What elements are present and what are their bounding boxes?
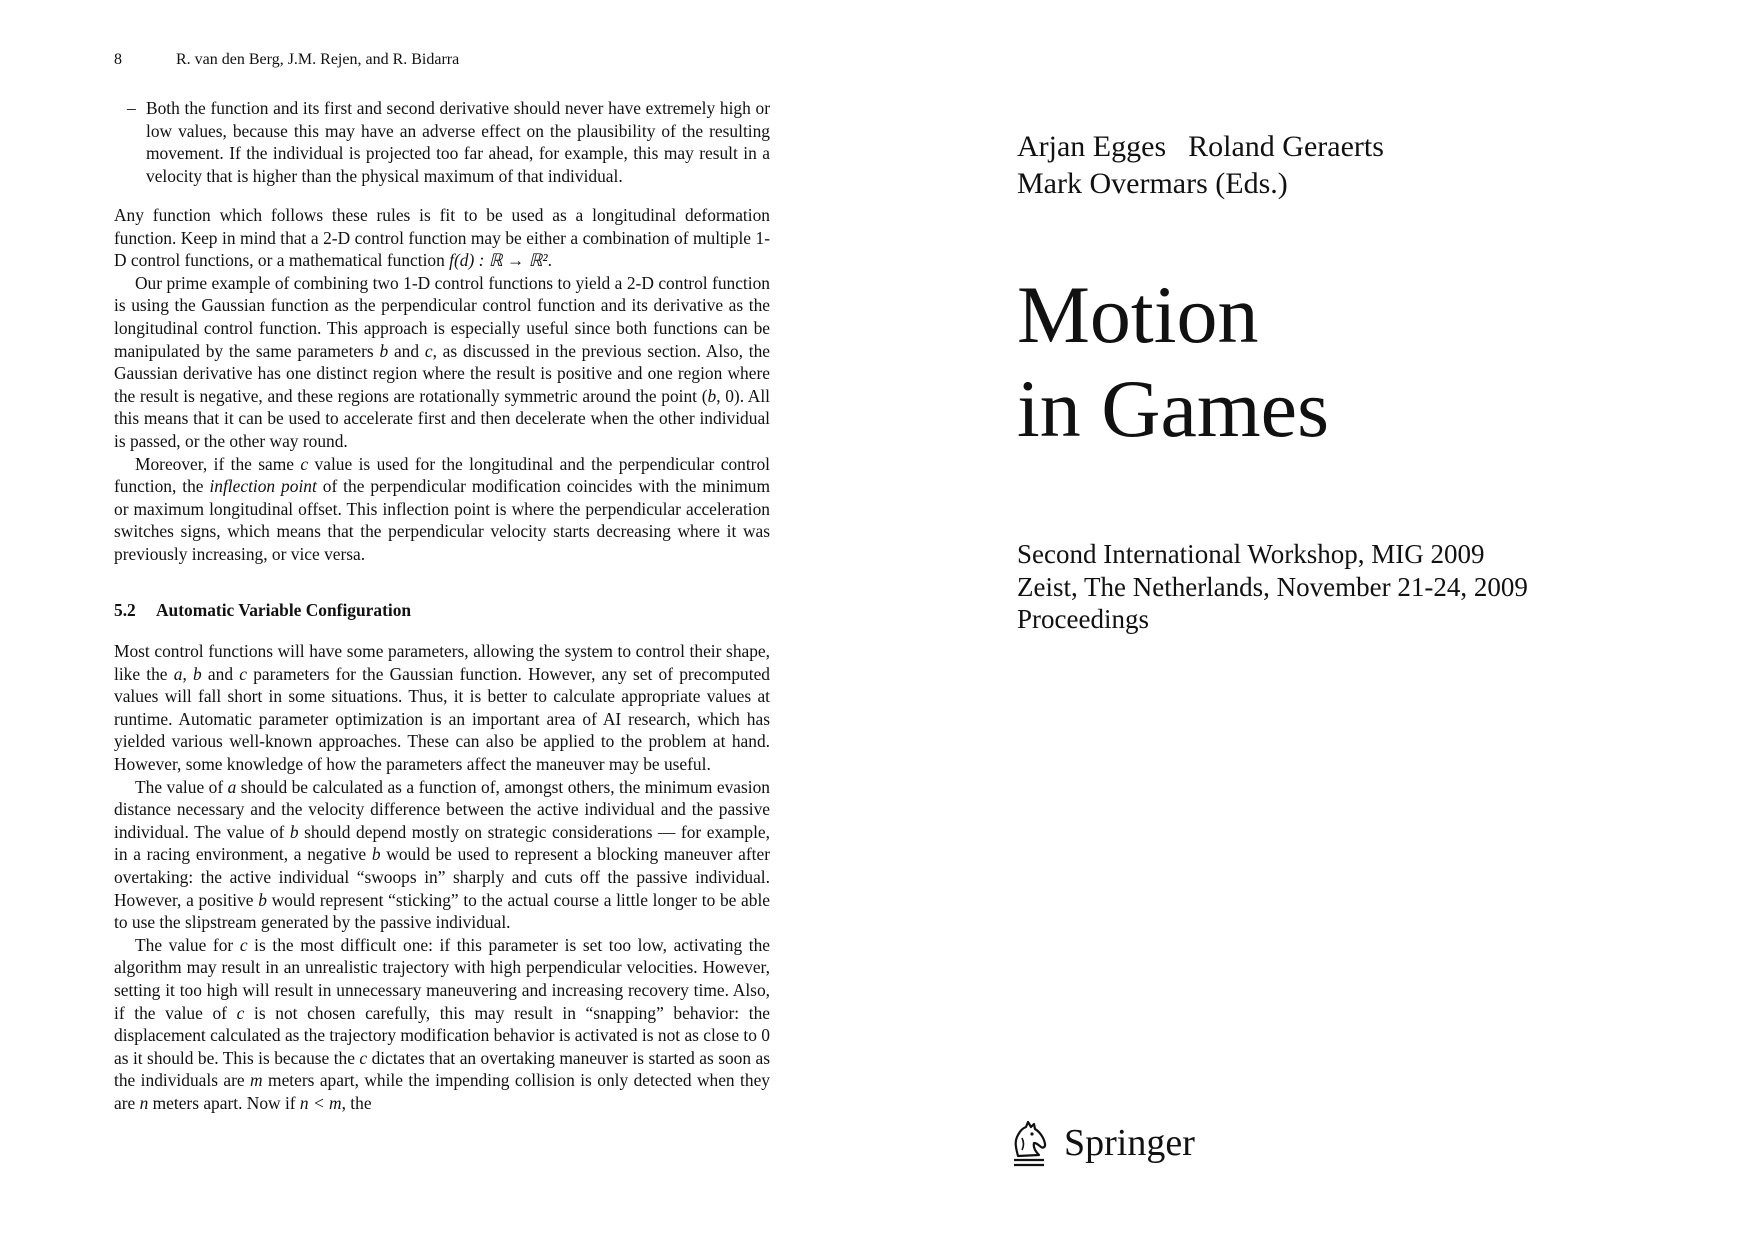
- editor-name: Arjan Egges: [1017, 130, 1167, 163]
- book-subtitle: [1017, 538, 1528, 636]
- editors-line-2: Mark Overmars (Eds.): [1017, 167, 1288, 200]
- paragraph-parameters: Most control functions will have some parameters, allowing the system to control their shape, like the a, b and c parameters for the Gaussian function. However, any set of precomputed values will fall short in some situations. Thus, it is better to calculate appropriate values at runtime. Automatic parameter optimization is an important area of AI research, which has yielded various well-known approaches. These can also be applied to the problem at hand. However, some knowledge of how the parameters affect the maneuver may be useful.: [114, 641, 770, 774]
- paragraph-value-c: The value for c is the most difficult one: if this parameter is set too low, activating the algorithm may result in an unrealistic trajectory with high perpendicular velocities. However, setting it too high will result in unnecessary maneuvering and increasing recovery time. Also, if the value of c is not chosen carefully, this may result in “snapping” behavior: the displacement calculated as the trajectory modification behavior is activated is not as close to 0 as it should be. This is because the c dictates that an overtaking maneuver is started as soon as the individuals are m meters apart, while the impending collision is only detected when they are n meters apart. Now if n < m, the: [114, 934, 771, 1113]
- paragraph-value-a-b: The value of a should be calculated as a function of, amongst others, the minimum evasion distance necessary and the velocity difference between the active individual and the passive individual. The value of b should depend mostly on strategic considerations — for example, in a racing environment, a negative b would be used to represent a blocking maneuver after overtaking: the active individual “swoops in” sharply and cuts off the passive individual. However, a positive b would represent “sticking” to the actual course a little longer to be able to use the slipstream generated by the passive individual.: [114, 776, 770, 933]
- paragraph-inflection: Moreover, if the same c value is used for the longitudinal and the perpendicular control function, the inflection point of the perpendicular modification coincides with the minimum or maximum longitudinal offset. This inflection point is where the perpendicular acceleration switches signs, which means that the perpendicular velocity starts decreasing where it was previously increasing, or vice versa.: [114, 453, 770, 564]
- subtitle-line-2: Zeist, The Netherlands, November 21-24, 2009: [1017, 571, 1528, 602]
- math-function: f(d) : ℝ → ℝ²: [449, 250, 548, 271]
- bullet-item: [114, 97, 770, 187]
- running-head: R. van den Berg, J.M. Rejen, and R. Bidarra: [176, 51, 460, 68]
- publisher-logo: [1008, 1118, 1195, 1168]
- body-text-lower: [114, 640, 770, 1114]
- section-heading: [114, 600, 411, 621]
- bullet-dash: –: [127, 98, 136, 118]
- subtitle-line-3: Proceedings: [1017, 604, 1149, 634]
- section-number: 5.2: [114, 600, 136, 620]
- book-title-line-2: in Games: [1017, 363, 1329, 454]
- subtitle-line-1: Second International Workshop, MIG 2009: [1017, 539, 1485, 569]
- paragraph-gaussian: Our prime example of combining two 1-D control functions to yield a 2-D control function is using the Gaussian function as the perpendicular control function and its derivative as the longitudinal control function. This approach is especially useful since both functions can be manipulated by the same parameters b and c, as discussed in the previous section. Also, the Gaussian derivative has one distinct region where the result is positive and one region where the result is negative, and these regions are rotationally symmetric around the point (b, 0). All this means that it can be used to accelerate first and then decelerate when the other individual is passed, or the other way round.: [114, 272, 770, 451]
- editors-line-1: [1017, 128, 1384, 165]
- section-title: Automatic Variable Configuration: [156, 600, 412, 620]
- emphasis-inflection-point: inflection point: [209, 476, 317, 497]
- right-page: [877, 0, 1754, 1240]
- springer-horse-icon: [1008, 1118, 1050, 1168]
- paragraph-rules: Any function which follows these rules is fit to be used as a longitudinal deformation function. Keep in mind that a 2-D control function may be either a combination of multiple 1-D control functions, or a mathematical function f(d) : ℝ → ℝ².: [114, 205, 770, 271]
- bullet-text: Both the function and its first and second derivative should never have extremely high or low values, because this may have an adverse effect on the plausibility of the resulting movement. If the individual is projected too far ahead, for example, this may result in a velocity that is higher than the physical maximum of that individual.: [146, 98, 770, 186]
- editor-name: Roland Geraerts: [1188, 130, 1384, 163]
- book-title: [1017, 268, 1329, 456]
- publisher-name: Springer: [1064, 1122, 1195, 1164]
- editors: [1017, 128, 1384, 202]
- page-number: 8: [114, 51, 122, 68]
- book-title-line-1: Motion: [1017, 269, 1259, 360]
- body-text-upper: [114, 204, 770, 566]
